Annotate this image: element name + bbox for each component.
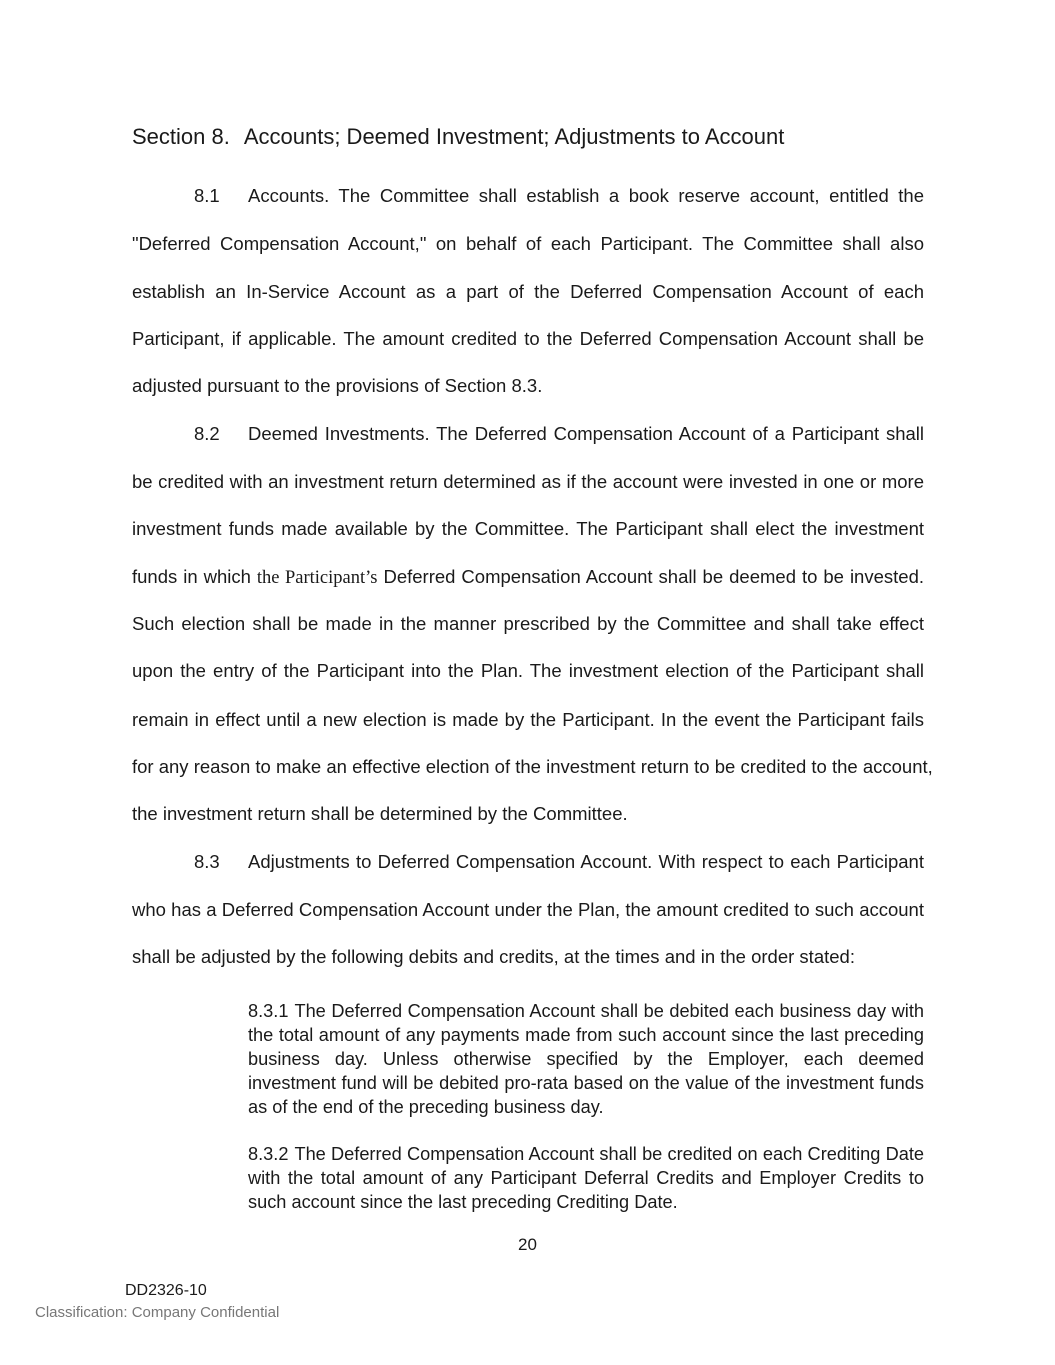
paragraph-8-3-line-3: shall be adjusted by the following debits and credits, at the times and in the order stated: [132, 946, 855, 967]
paragraph-8-2-line-6: upon the entry of the Participant into the Plan. The investment election of the Participant shall [132, 660, 924, 681]
paragraph-8-3-line-2: who has a Deferred Compensation Account under the Plan, the amount credited to such account [132, 899, 924, 920]
paragraph-8-2-line-8: for any reason to make an effective election of the investment return to be credited to the account, [132, 756, 933, 777]
paragraph-8-2-line-3: investment funds made available by the Committee. The Participant shall elect the investment [132, 518, 924, 539]
document-id: DD2326-10 [125, 1282, 207, 1299]
paragraph-8-1-line-5: adjusted pursuant to the provisions of Section 8.3. [132, 375, 543, 396]
page-number: 20 [518, 1235, 537, 1254]
paragraph-number: 8.2 [194, 423, 220, 444]
subparagraph-text: The Deferred Compensation Account shall be debited each business day with the total amount of any payments made from such account since the last preceding business day. Unless otherwise specified by the Employer, each deemed investment fund will be debited pro-rata based on the value of the investment funds as of the end of the preceding business day. [248, 1001, 924, 1117]
subparagraph-8-3-1 [248, 999, 924, 1119]
subparagraph-number: 8.3.2 [248, 1144, 289, 1164]
paragraph-8-2-line-5: Such election shall be made in the manner prescribed by the Committee and shall take effect [132, 613, 924, 634]
paragraph-8-2-line-1: 8.2 Deemed Investments. The Deferred Compensation Account of a Participant shall [194, 421, 924, 447]
paragraph-8-2-line-4: funds in which the Participant’s Deferred Compensation Account shall be deemed to be invested. [132, 566, 924, 588]
subparagraph-text: The Deferred Compensation Account shall be credited on each Crediting Date with the total amount of any Participant Deferral Credits and Employer Credits to such account since the last preceding Crediting Date. [248, 1144, 924, 1212]
section-title: Accounts; Deemed Investment; Adjustments to Account [243, 124, 785, 149]
paragraph-8-1-line-3: establish an In-Service Account as a part of the Deferred Compensation Account of each [132, 281, 924, 302]
paragraph-8-1-line-4: Participant, if applicable. The amount credited to the Deferred Compensation Account shall be [132, 328, 924, 349]
section-number: Section 8. [132, 124, 230, 149]
paragraph-8-1-line-1: 8.1 Accounts. The Committee shall establish a book reserve account, entitled the [194, 183, 924, 209]
section-heading [132, 122, 932, 152]
paragraph-number: 8.3 [194, 851, 220, 872]
classification-label: Classification: Company Confidential [35, 1304, 280, 1321]
paragraph-number: 8.1 [194, 185, 220, 206]
subparagraph-number: 8.3.1 [248, 1001, 289, 1021]
paragraph-8-2-line-2: be credited with an investment return determined as if the account were invested in one or more [132, 471, 924, 492]
paragraph-8-2-line-9: the investment return shall be determined by the Committee. [132, 803, 628, 824]
subparagraph-8-3-2 [248, 1142, 924, 1214]
paragraph-8-1-line-2: "Deferred Compensation Account," on behalf of each Participant. The Committee shall also [132, 233, 924, 254]
paragraph-8-2-line-7: remain in effect until a new election is made by the Participant. In the event the Participant fails [132, 709, 924, 730]
paragraph-8-3-line-1: 8.3 Adjustments to Deferred Compensation Account. With respect to each Participant [194, 849, 924, 875]
